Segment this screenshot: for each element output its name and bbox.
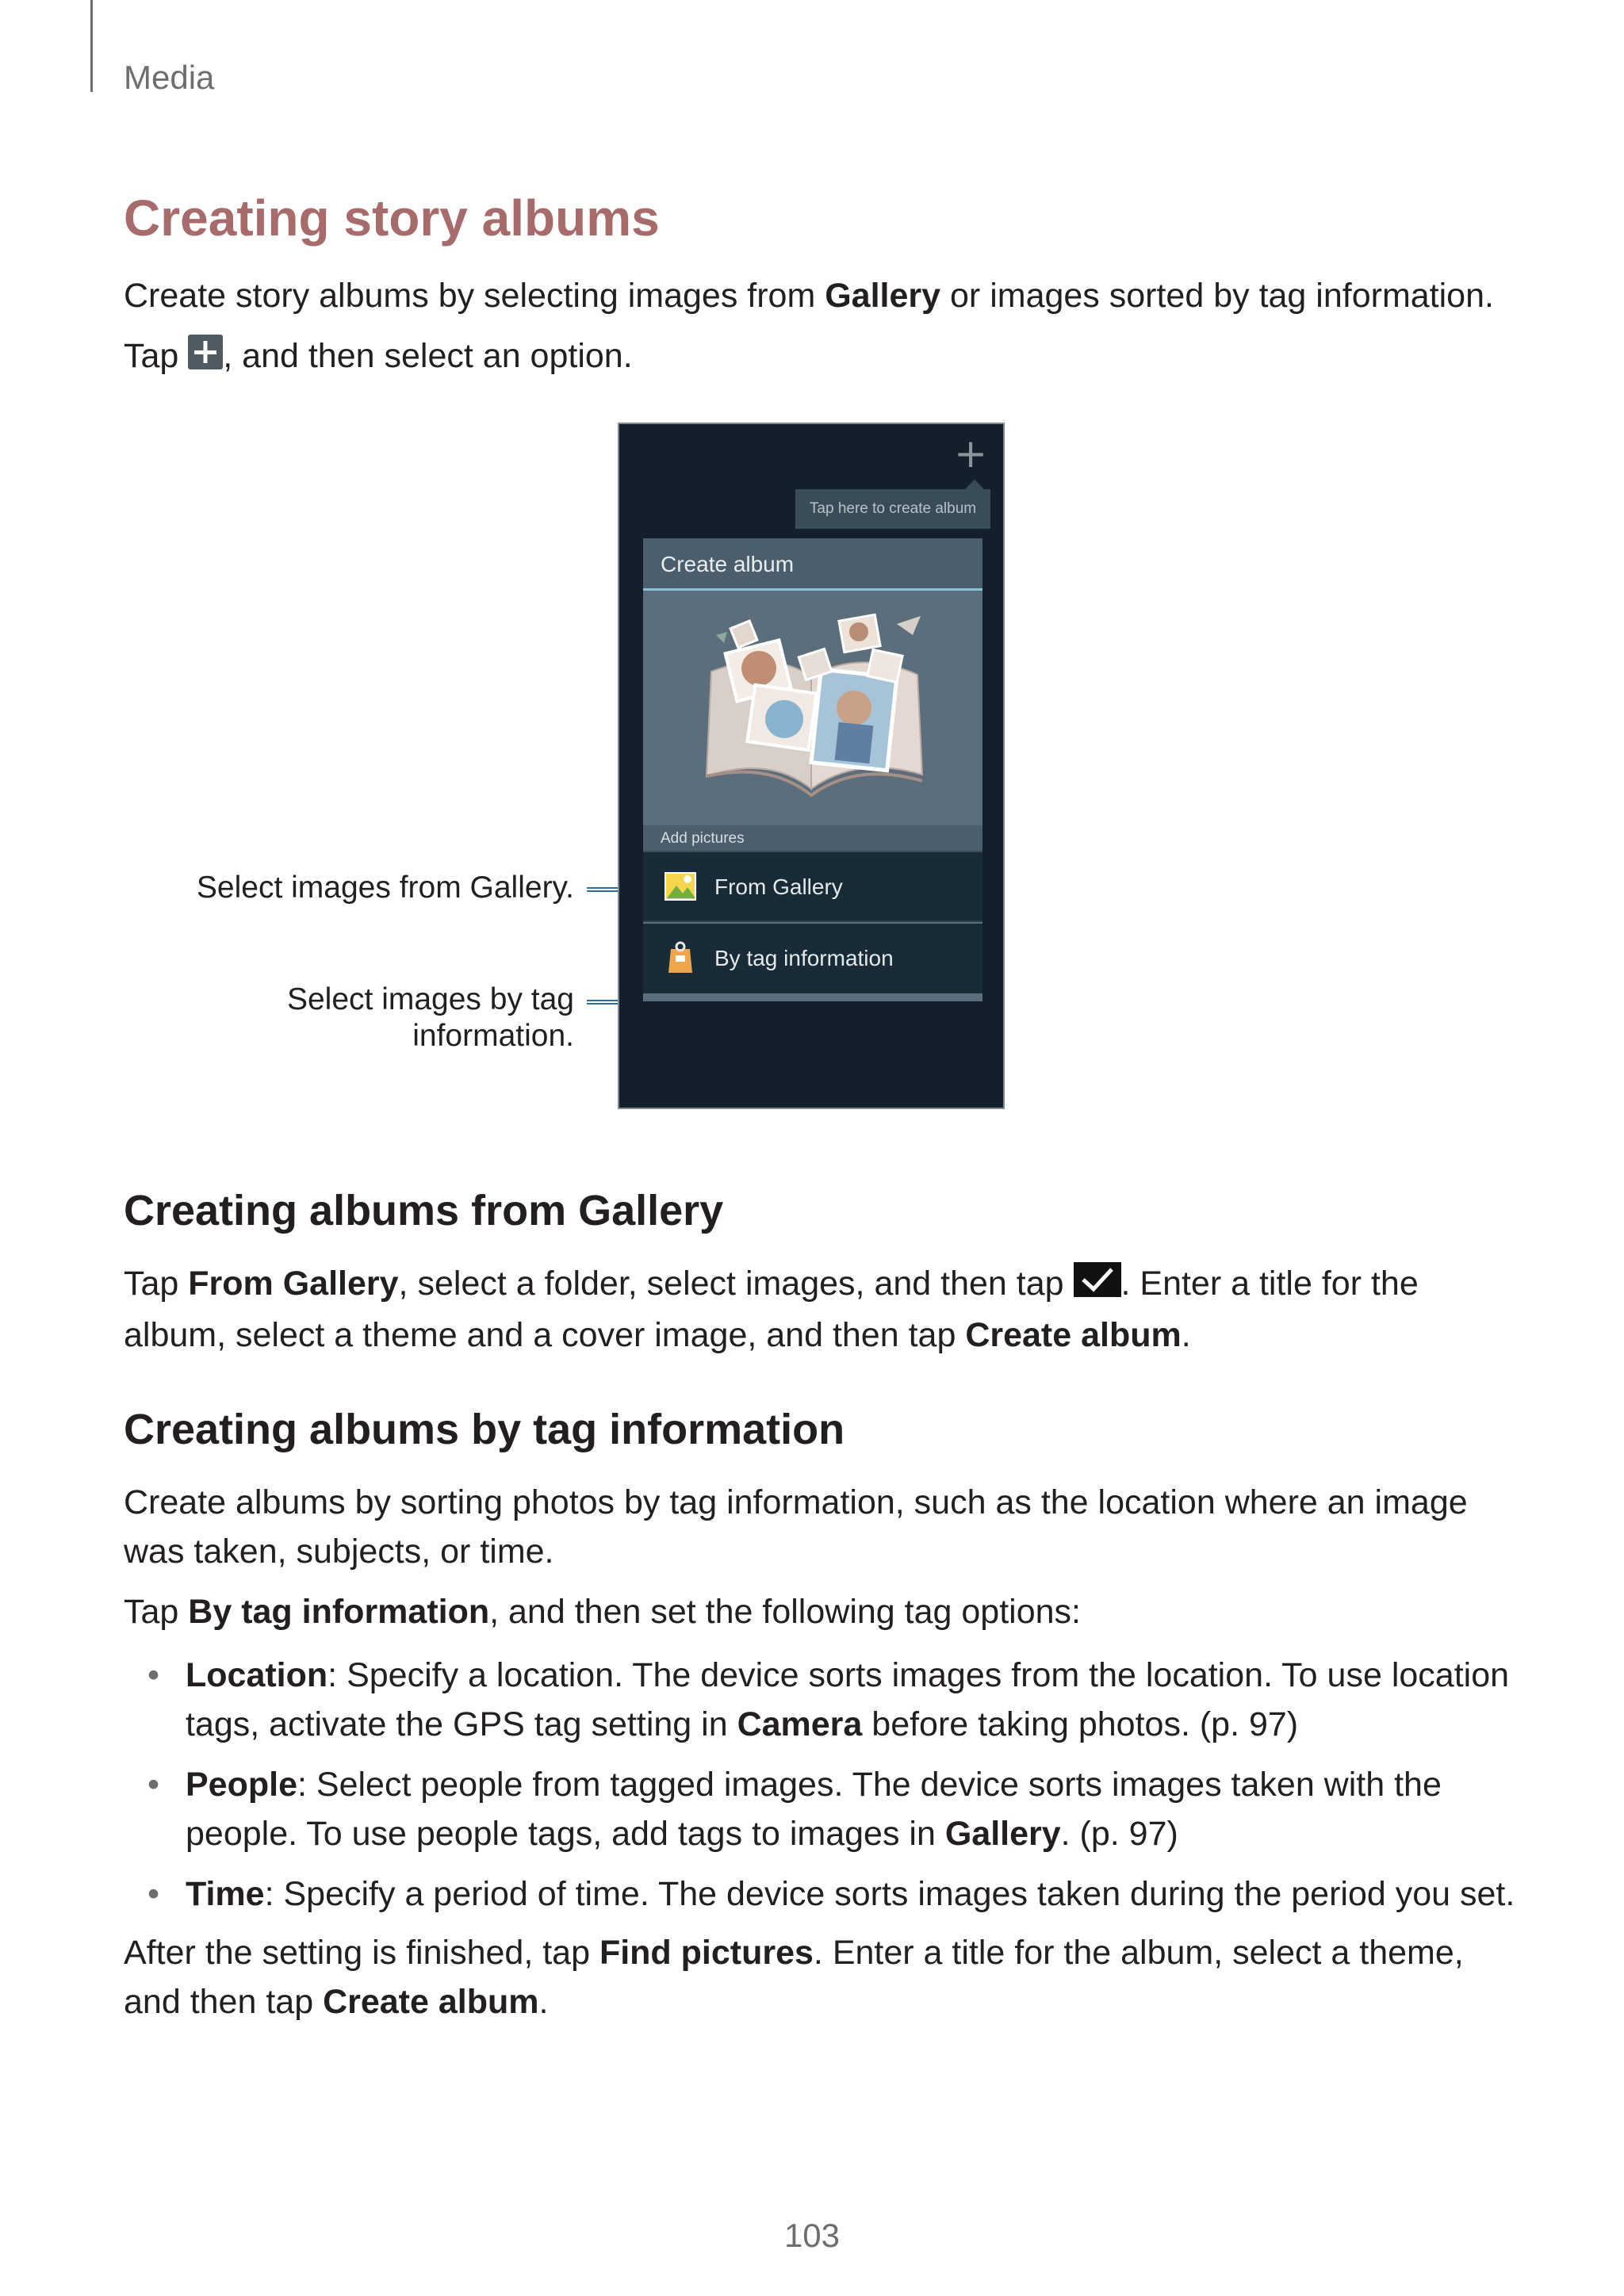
tooltip: Tap here to create album <box>795 489 990 529</box>
tooltip-arrow <box>965 480 984 489</box>
list-item-time: • Time: Specify a period of time. The device sorts images taken during the period you set. <box>147 1875 1515 1913</box>
phone-screenshot <box>618 423 1005 1109</box>
section-label: Media <box>124 59 215 96</box>
option-from-gallery-label: From Gallery <box>714 874 843 899</box>
gallery-icon <box>664 870 697 903</box>
add-pictures-label: Add pictures <box>643 825 982 852</box>
intro-paragraph: Create story albums by selecting images from Gallery or images sorted by tag information. <box>124 277 1494 315</box>
tag-section-instruction: Tap By tag information, and then set the following tag options: <box>124 1593 1081 1631</box>
option-from-gallery[interactable] <box>643 852 982 922</box>
intro-tap-paragraph: Tap , and then select an option. <box>124 331 1519 383</box>
tag-section-heading: Creating albums by tag information <box>124 1406 845 1453</box>
callout-gallery: Select images from Gallery. <box>196 871 574 905</box>
gallery-section-heading: Creating albums from Gallery <box>124 1187 724 1234</box>
tag-section-description: Create albums by sorting photos by tag information, such as the location where an image was taken, subjects, or time. <box>124 1483 1468 1571</box>
list-item-location: • Location: Specify a location. The device sorts images from the location. To use location tags, activate the GPS tag setting in Camera before taking photos. (p. 97) <box>147 1656 1510 1743</box>
dialog-title: Create album <box>643 538 982 591</box>
page-title: Creating story albums <box>124 189 660 247</box>
option-by-tag-label: By tag information <box>714 946 894 970</box>
list-item-people: • People: Select people from tagged images. The device sorts images taken with the people. To use people tags, add tags to images in Gallery. (p. 97) <box>147 1766 1442 1853</box>
create-album-dialog <box>643 538 982 1001</box>
album-illustration <box>675 600 960 802</box>
callout-tag: Select images by tag information. <box>286 982 574 1053</box>
plus-icon[interactable]: + <box>954 430 987 476</box>
tag-section-after-paragraph: After the setting is finished, tap Find pictures. Enter a title for the album, select a theme, and then tap Create album. <box>124 1934 1464 2021</box>
page-number: 103 <box>783 2217 841 2254</box>
checkmark-icon <box>1074 1261 1121 1311</box>
tag-icon <box>664 941 697 974</box>
gallery-section-paragraph: Tap From Gallery, select a folder, select images, and then tap . Enter a title for the album, select a theme and a cover image, and then tap Create album. <box>124 1259 1519 1360</box>
tag-options-list <box>124 1651 1519 1930</box>
option-by-tag[interactable] <box>643 924 982 993</box>
